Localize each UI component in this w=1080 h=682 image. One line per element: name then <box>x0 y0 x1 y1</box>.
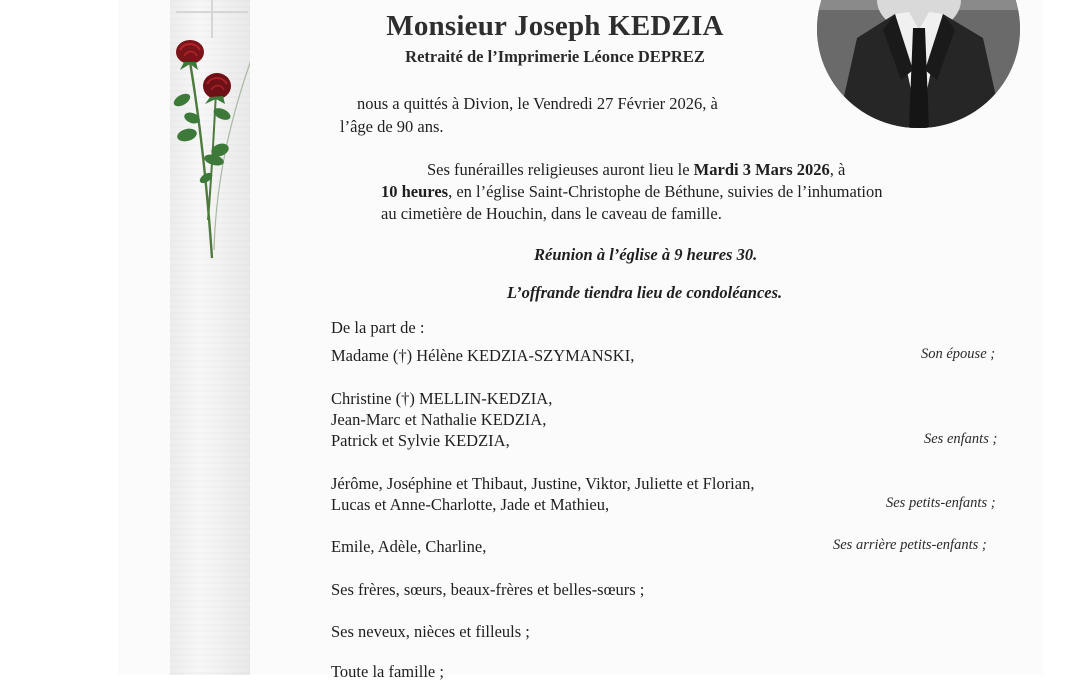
rose-icon <box>203 73 231 104</box>
funeral-line-2 <box>381 182 883 202</box>
deceased-occupation: Retraité de l’Imprimerie Léonce DEPREZ <box>405 47 705 66</box>
decorative-strip <box>170 0 250 675</box>
offering-note: L’offrande tiendra lieu de condoléances. <box>507 283 783 302</box>
grandchildren-line-2: Lucas et Anne-Charlotte, Jade et Mathieu, <box>331 495 610 514</box>
death-line-2: l’âge de 90 ans. <box>340 117 444 136</box>
siblings-line: Ses frères, sœurs, beaux-frères et belles-sœurs ; <box>331 580 645 599</box>
page-margin <box>1043 0 1080 675</box>
gathering-note: Réunion à l’église à 9 heures 30. <box>534 245 758 264</box>
roses-illustration <box>170 0 250 675</box>
funeral-location: , en l’église Saint-Christophe de Béthune, suivies de l’inhumation <box>448 182 883 201</box>
funeral-line-1-end: , à <box>829 160 846 179</box>
death-line-1: nous a quittés à Divion, le Vendredi 27 Février 2026, à <box>357 94 718 113</box>
portrait-photo <box>817 0 1020 128</box>
funeral-line-1-text: Ses funérailles religieuses auront lieu le <box>427 160 694 179</box>
child-2: Jean-Marc et Nathalie KEDZIA, <box>331 410 547 429</box>
funeral-date: Mardi 3 Mars 2026 <box>693 160 830 179</box>
funeral-time: 10 heures <box>381 182 449 201</box>
nephews-line: Ses neveux, nièces et filleuls ; <box>331 622 530 641</box>
grandchildren-label: Ses petits-enfants ; <box>886 495 996 511</box>
funeral-line-3: au cimetière de Houchin, dans le caveau de famille. <box>381 204 722 223</box>
cross-icon <box>176 0 248 38</box>
family-intro: De la part de : <box>331 318 425 337</box>
great-grandchildren: Emile, Adèle, Charline, <box>331 537 487 556</box>
deceased-name: Monsieur Joseph KEDZIA <box>386 10 724 42</box>
great-grandchildren-label: Ses arrière petits-enfants ; <box>833 537 987 553</box>
child-1: Christine (†) MELLIN-KEDZIA, <box>331 389 553 408</box>
spouse-name: Madame (†) Hélène KEDZIA-SZYMANSKI, <box>331 346 635 365</box>
spouse-label: Son épouse ; <box>921 346 996 362</box>
funeral-line-1 <box>427 160 845 180</box>
child-3: Patrick et Sylvie KEDZIA, <box>331 431 510 450</box>
children-label: Ses enfants ; <box>924 431 998 447</box>
all-family-line: Toute la famille ; <box>331 662 444 681</box>
grandchildren-line-1: Jérôme, Joséphine et Thibaut, Justine, Viktor, Juliette et Florian, <box>331 474 755 493</box>
